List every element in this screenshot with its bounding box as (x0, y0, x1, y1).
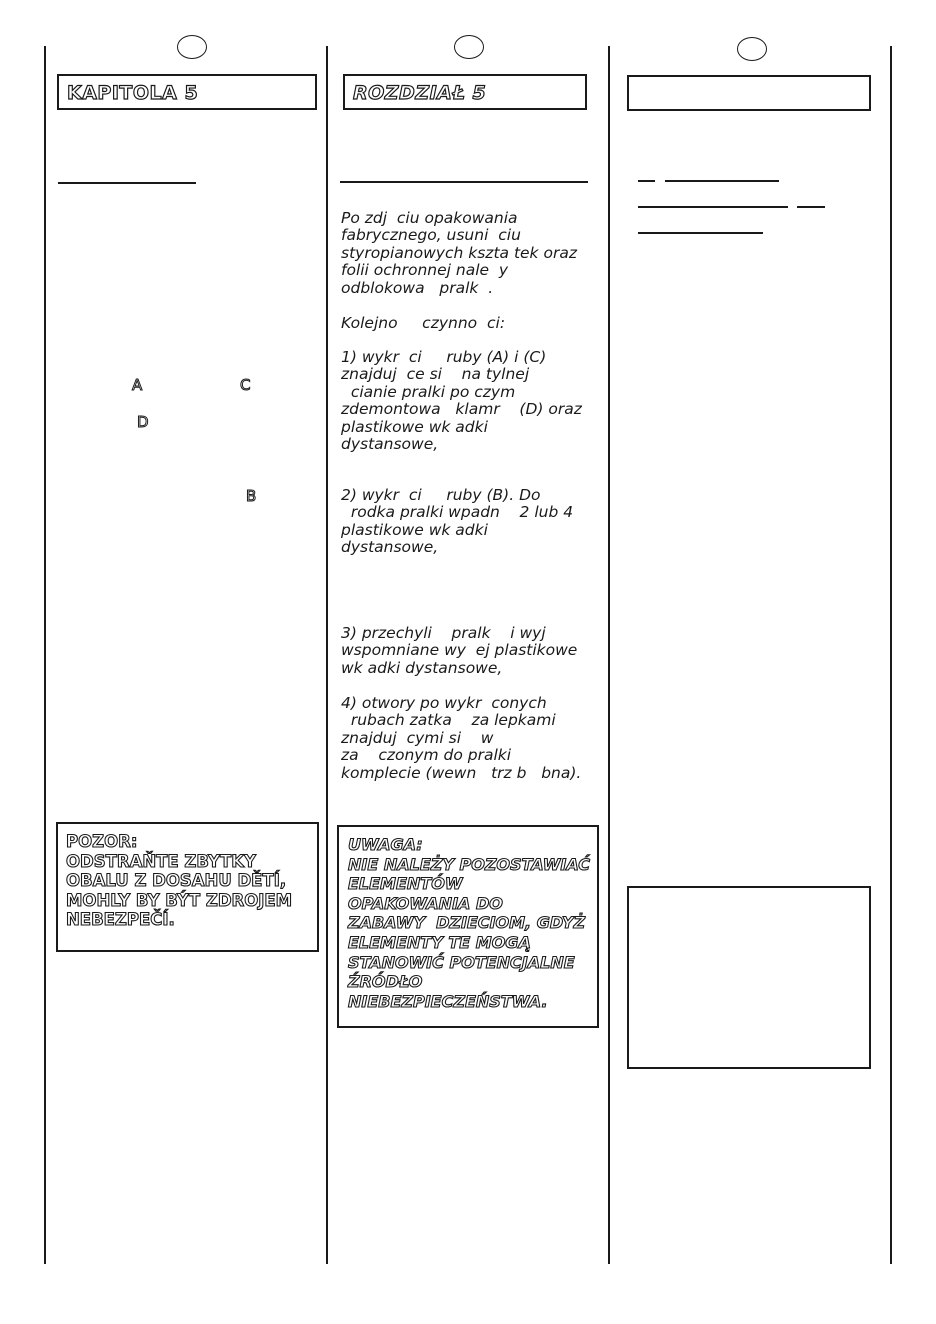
steps-heading-polish: Kolejno czynno ci: (341, 314, 506, 332)
warning-box-czech (56, 822, 319, 952)
column-rule-left (44, 46, 46, 1264)
section-underline-third-1a (638, 180, 655, 182)
diagram-label-d: D (137, 413, 149, 431)
section-underline-third-2a (638, 206, 788, 208)
language-marker-polish (454, 35, 484, 59)
chapter-title-third (627, 75, 871, 111)
column-rule-middle-right (608, 46, 610, 1264)
section-underline-polish (340, 181, 588, 183)
step-1-polish: 1) wykr ci ruby (A) i (C) znajduj ce si na tylnej cianie pralki po czym zdemontowa klamr (D) oraz plastikowe wk adki dystansowe, (341, 348, 582, 454)
step-3-polish: 3) przechyli pralk i wyj wspomniane wy ej plastikowe wk adki dystansowe, (341, 624, 578, 677)
warning-box-polish (337, 825, 599, 1028)
diagram-label-a: A (132, 376, 143, 394)
step-4-polish: 4) otwory po wykr conych rubach zatka za lepkami znajduj cymi si w za czonym do pralki komplecie (wewn trz b bna). (341, 694, 582, 782)
intro-paragraph-polish: Po zdj ciu opakowania fabrycznego, usuni ciu styropianowych kszta tek oraz folii ochronnej nale y odblokowa pralk . (341, 209, 577, 297)
language-marker-third (737, 37, 767, 61)
section-underline-third-2b (797, 206, 825, 208)
chapter-title-czech: KAPITOLA 5 (57, 74, 317, 110)
section-underline-czech (58, 182, 196, 184)
diagram-label-b: B (246, 487, 257, 505)
step-2-polish: 2) wykr ci ruby (B). Do rodka pralki wpadn 2 lub 4 plastikowe wk adki dystansowe, (341, 486, 574, 557)
section-underline-third-1b (665, 180, 779, 182)
language-marker-czech (177, 35, 207, 59)
column-rule-middle-left (326, 46, 328, 1264)
section-underline-third-3 (638, 232, 763, 234)
warning-text-polish: UWAGA: NIE NALEŻY POZOSTAWIAĆ ELEMENTÓW OPAKOWANIA DO ZABAWY DZIECIOM, GDYŻ ELEMENTY TE MOGĄ STANOWIĆ POTENCJALNE ŹRÓDŁO NIEBEZPIECZEŃSTWA. (348, 835, 590, 1011)
column-rule-right (890, 46, 892, 1264)
diagram-label-c: C (240, 376, 251, 394)
warning-text-czech: POZOR: ODSTRAŇTE ZBYTKY OBALU Z DOSAHU DĚTÍ, MOHLY BY BÝT ZDROJEM NEBEZPEČÍ. (66, 832, 293, 930)
chapter-title-polish: ROZDZIAŁ 5 (343, 74, 587, 110)
warning-box-third (627, 886, 871, 1069)
